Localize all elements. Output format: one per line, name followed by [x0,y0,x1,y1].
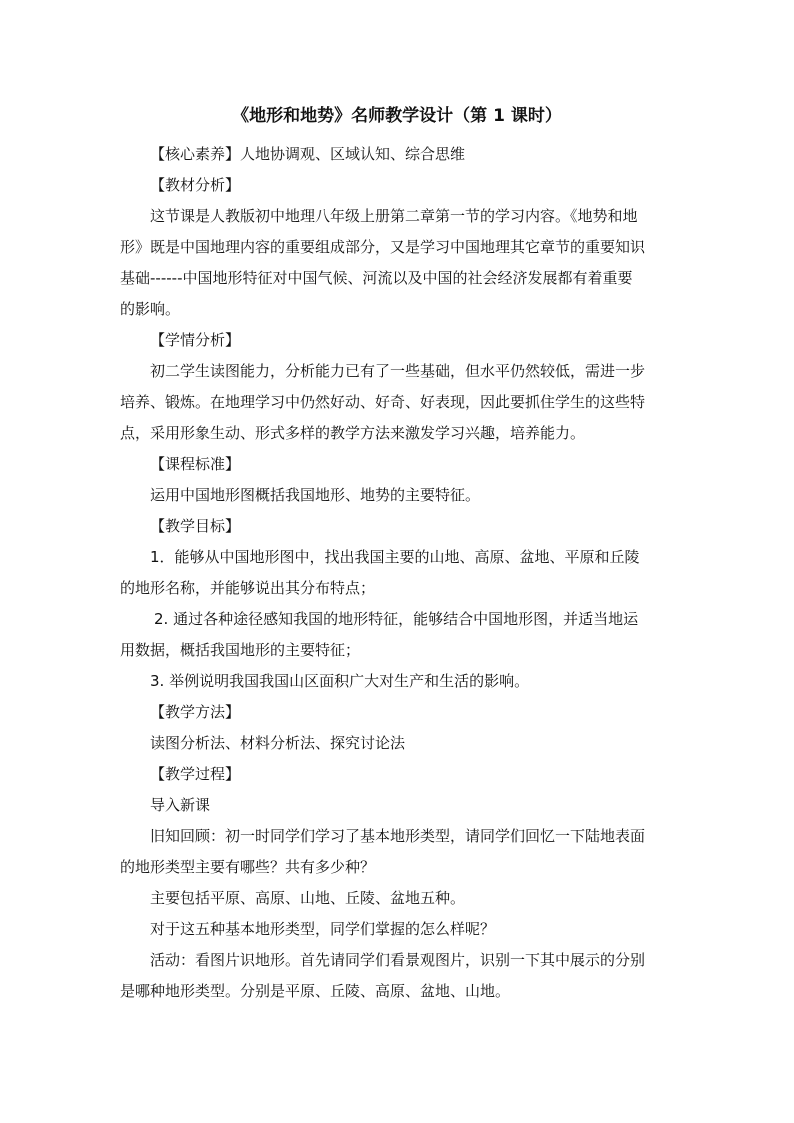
paragraph-line: 读图分析法、材料分析法、探究讨论法 [150,734,406,752]
paragraph-line: 的影响。 [120,300,181,318]
textbook-analysis-heading: 【教材分析】 [150,176,241,194]
core-literacy-line: 【核心素养】人地协调观、区域认知、综合思维 [150,145,466,163]
paragraph-line: 对于这五种基本地形类型，同学们掌握的怎么样呢？ [150,920,496,938]
teaching-objectives-heading: 【教学目标】 [150,517,241,535]
paragraph-line: 导入新课 [150,796,211,814]
paragraph-line: 这节课是人教版初中地理八年级上册第二章第一节的学习内容。《地势和地 [150,207,638,225]
teaching-process-heading: 【教学过程】 [150,765,241,783]
paragraph-line: 2. 通过各种途径感知我国的地形特征，能够结合中国地形图，并适当地运 [154,610,639,628]
paragraph-line: 主要包括平原、高原、山地、丘陵、盆地五种。 [150,889,466,907]
curriculum-standard-heading: 【课程标准】 [150,455,241,473]
document-title: 《地形和地势》名师教学设计（第 1 课时） [232,106,562,126]
paragraph-line: 旧知回顾：初一时同学们学习了基本地形类型，请同学们回忆一下陆地表面 [150,827,646,845]
student-analysis-heading: 【学情分析】 [150,331,241,349]
paragraph-line: 1．能够从中国地形图中，找出我国主要的山地、高原、盆地、平原和丘陵 [150,548,640,566]
paragraph-line: 基础------中国地形特征对中国气候、河流以及中国的社会经济发展都有着重要 [120,269,633,287]
paragraph-line: 初二学生读图能力，分析能力已有了一些基础，但水平仍然较低，需进一步 [150,362,646,380]
paragraph-line: 用数据，概括我国地形的主要特征； [120,641,361,659]
paragraph-line: 是哪种地形类型。分别是平原、丘陵、高原、盆地、山地。 [120,982,511,1000]
paragraph-line: 的地形类型主要有哪些？共有多少种？ [120,858,376,876]
paragraph-line: 活动：看图片识地形。首先请同学们看景观图片，识别一下其中展示的分别 [150,951,646,969]
paragraph-line: 形》既是中国地理内容的重要组成部分，又是学习中国地理其它章节的重要知识 [120,238,646,256]
paragraph-line: 点，采用形象生动、形式多样的教学方法来激发学习兴趣，培养能力。 [120,424,586,442]
paragraph-line: 的地形名称，并能够说出其分布特点； [120,579,376,597]
paragraph-line: 3. 举例说明我国我国山区面积广大对生产和生活的影响。 [150,672,530,690]
teaching-methods-heading: 【教学方法】 [150,703,241,721]
paragraph-line: 运用中国地形图概括我国地形、地势的主要特征。 [150,486,481,504]
paragraph-line: 培养、锻炼。在地理学习中仍然好动、好奇、好表现，因此要抓住学生的这些特 [120,393,646,411]
